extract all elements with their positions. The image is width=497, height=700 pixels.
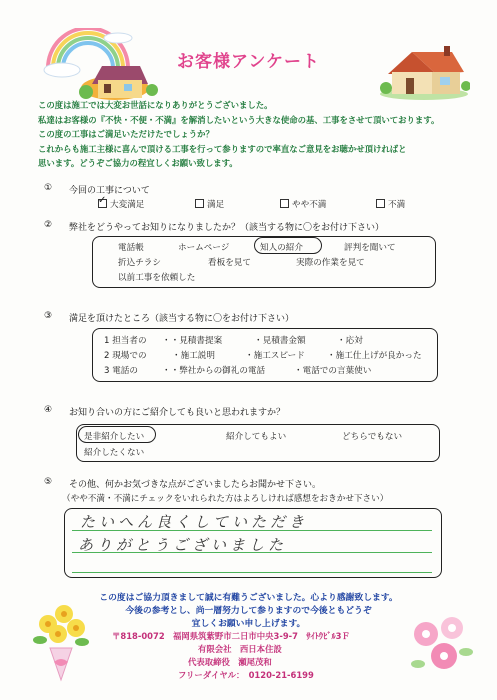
option-acquaintance[interactable]: 知人の紹介 (260, 243, 303, 253)
checkbox[interactable] (280, 199, 289, 208)
question-5-subtext: （やや不満・不満にチェックをいれられた方はよろしければ感想をおきかせ下さい） (62, 494, 389, 504)
company-phone: フリーダイヤル： 0120-21-6199 (178, 670, 314, 680)
intro-line: この度の工事はご満足いただけたでしょうか？ (38, 129, 214, 140)
option-not-recommend[interactable]: 紹介したくない (84, 448, 145, 458)
question-number: ⑤ (44, 477, 53, 487)
option-phone[interactable]: 3 電話の (104, 366, 138, 376)
option-thanks-call[interactable]: ・・弊社からの御礼の電話 (162, 366, 266, 376)
option-saw-work[interactable]: 実際の作業を見て (296, 258, 365, 268)
option-flyer[interactable]: 折込チラシ (118, 258, 161, 268)
option-estimate-amount[interactable]: ・見積書金額 (254, 336, 306, 346)
option-definitely-recommend[interactable]: 是非紹介したい (84, 432, 145, 442)
company-address: 〒818-0072 福岡県筑紫野市二日市中央3-9-7 ｻｲﾄｳﾋﾞﾙ3Ｆ (112, 631, 350, 641)
checkbox[interactable] (195, 199, 204, 208)
question-number: ④ (44, 405, 53, 415)
company-representative: 代表取締役 瀬尾茂和 (188, 657, 272, 667)
option-reception[interactable]: ・応対 (337, 336, 363, 346)
intro-line: この度は施工では大変お世話になりありがとうございました。 (38, 100, 273, 110)
intro-line: 私達はお客様の『不快・不便・不満』を解消したいという大きな使命の基、工事をさせて頂いております。 (38, 114, 440, 125)
option-label: 満足 (207, 200, 225, 210)
handwritten-comment: ありがとうございました (78, 536, 288, 554)
question-3-text: 満足を頂けたところ（該当する物に〇をお付け下さい） (69, 314, 295, 324)
option-homepage[interactable]: ホームページ (178, 243, 230, 253)
question-2-text: 弊社をどうやってお知りになりましたか？（該当する物に〇をお付け下さい） (69, 223, 385, 233)
question-1-text: 今回の工事について (69, 186, 150, 196)
option-label: 不満 (388, 200, 406, 210)
option-reputation[interactable]: 評判を聞いて (344, 243, 396, 253)
option-speed[interactable]: ・施工スピード (245, 351, 305, 361)
writing-line (72, 572, 432, 573)
option-unsatisfied[interactable] (376, 198, 405, 210)
question-5-text: その他、何かお気づきな点がございましたらお聞かせ下さい。 (69, 480, 322, 490)
option-signboard[interactable]: 看板を見て (208, 258, 251, 268)
checkbox[interactable] (98, 199, 107, 208)
option-previous-client[interactable]: 以前工事を依頼した (118, 273, 196, 283)
option-somewhat-unsatisfied[interactable] (280, 198, 326, 210)
page-title: お客様アンケート (177, 52, 320, 72)
question-number: ① (44, 183, 53, 193)
option-staff[interactable]: 1 担当者の (104, 336, 147, 346)
company-name: 有限会社 西日本住設 (198, 644, 282, 654)
option-very-satisfied[interactable] (98, 198, 144, 210)
option-site[interactable]: 2 現場での (104, 351, 147, 361)
footer-line: この度はご協力頂きまして誠に有難うございました。心より感謝致します。 (99, 593, 398, 603)
flower-bouquet-illustration (28, 598, 94, 682)
flowers-illustration (406, 612, 476, 678)
intro-line: 思います。どうぞご協力の程宜しくお願い致します。 (38, 158, 238, 169)
option-label: やや不満 (292, 200, 327, 210)
option-phone-manner[interactable]: ・電話での言葉使い (294, 366, 372, 376)
option-finish[interactable]: ・施工仕上げが良かった (327, 351, 422, 361)
question-number: ③ (44, 311, 53, 321)
intro-text (38, 98, 478, 171)
handwritten-comment: たいへん良くしていただき (80, 513, 309, 531)
intro-line: これからも施工主様に喜んで頂ける工事を行って参りますので率直なご意見をお聴かせ頂ければと (38, 143, 407, 154)
question-4-text: お知り合いの方にご紹介しても良いと思われますか？ (69, 408, 286, 418)
option-satisfied[interactable] (195, 198, 224, 210)
option-neutral[interactable]: どちらでもない (342, 432, 403, 442)
footer-line: 今後の参考とし、尚一層努力して参りますので今後ともどうぞ (125, 606, 372, 616)
checkbox[interactable] (376, 199, 385, 208)
option-may-recommend[interactable]: 紹介してもよい (226, 432, 287, 442)
option-label: 大変満足 (110, 200, 145, 210)
option-phonebook[interactable]: 電話帳 (118, 243, 144, 253)
option-estimate-proposal[interactable]: ・・見積書提案 (162, 336, 223, 346)
question-number: ② (44, 220, 53, 230)
footer-line: 宜しくお願い申し上げます。 (191, 619, 306, 629)
option-explanation[interactable]: ・施工説明 (172, 351, 215, 361)
